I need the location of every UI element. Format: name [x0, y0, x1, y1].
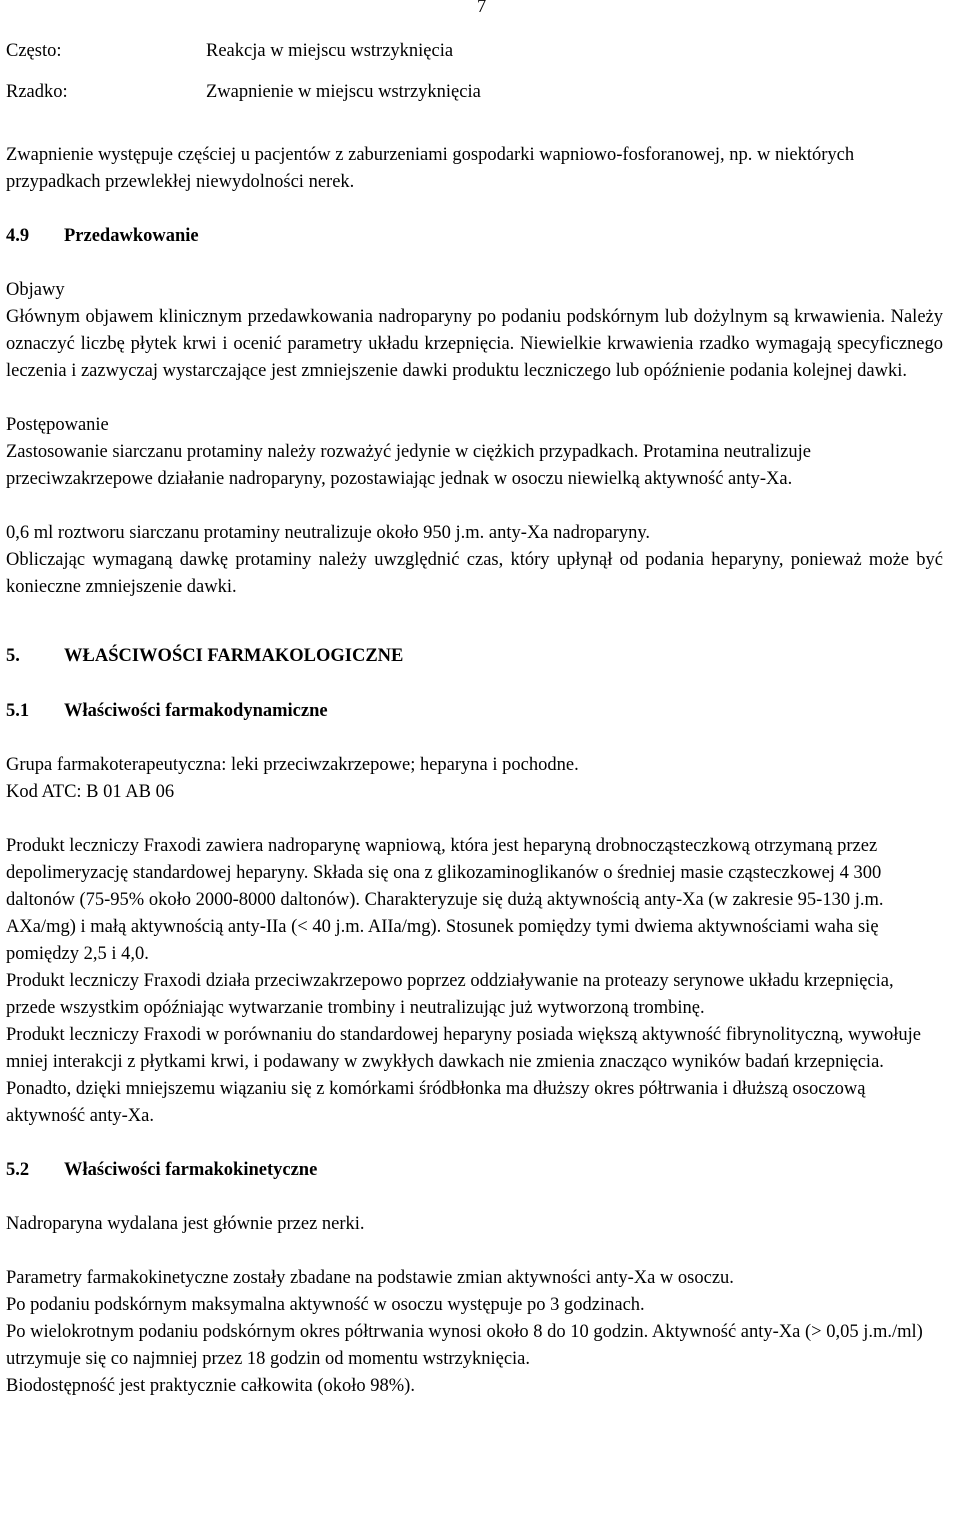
- pharmacotherapeutic-group: Grupa farmakoterapeutyczna: leki przeciwzakrzepowe; heparyna i pochodne.: [6, 755, 579, 775]
- frequency-row-common: [6, 38, 943, 79]
- pharmacodynamics-paragraph-3: Produkt leczniczy Fraxodi w porównaniu do standardowej heparyny posiada większą aktywność fibrynolityczną, wywołuje mniej interakcji z płytkami krwi, i podawany w zwykłych dawkach nie zmienia znacząco wyników badań krzepnięcia. Ponadto, dzięki mniejszemu wiązaniu się z komórkami śródbłonka ma dłuższy okres półtrwania i dłuższą osoczową aktywność anty-Xa.: [6, 1025, 921, 1126]
- frequency-value: Zwapnienie w miejscu wstrzyknięcia: [206, 82, 481, 102]
- frequency-row-rare: [6, 79, 943, 120]
- section-title: Właściwości farmakokinetyczne: [64, 1160, 318, 1180]
- pharmacokinetics-line: Biodostępność jest praktycznie całkowita (około 98%).: [6, 1376, 415, 1396]
- subheading-management: Postępowanie: [6, 415, 109, 435]
- management-paragraph: Zastosowanie siarczanu protaminy należy rozważyć jedynie w ciężkich przypadkach. Protamina neutralizuje przeciwzakrzepowe działanie nadroparyny, pozostawiając jednak w osoczu niewielką aktywność anty-Xa.: [6, 442, 811, 489]
- protamine-dose-paragraph: Obliczając wymaganą dawkę protaminy należy uwzględnić czas, który upłynął od podania heparyny, ponieważ może być konieczne zmniejszenie dawki.: [6, 550, 943, 597]
- pharmacokinetics-line: Po wielokrotnym podaniu podskórnym okres półtrwania wynosi około 8 do 10 godzin. Aktywność anty-Xa (> 0,05 j.m./ml) utrzymuje się co najmniej przez 18 godzin od momentu wstrzyknięcia.: [6, 1322, 923, 1369]
- frequency-label: Rzadko:: [6, 82, 68, 102]
- section-title: Przedawkowanie: [64, 226, 199, 246]
- section-number: 5.: [6, 646, 20, 666]
- section-heading-5-2: [6, 1157, 943, 1184]
- section-number: 4.9: [6, 226, 30, 246]
- page-number: 7: [477, 0, 487, 17]
- section-title: WŁAŚCIWOŚCI FARMAKOLOGICZNE: [64, 646, 404, 666]
- pharmacodynamics-paragraph-2: Produkt leczniczy Fraxodi działa przeciwzakrzepowo poprzez oddziaływanie na proteazy serynowe układu krzepnięcia, przede wszystkim opóźniając wytwarzanie trombiny i neutralizując już wytworzoną trombinę.: [6, 971, 894, 1018]
- section-number: 5.2: [6, 1160, 30, 1180]
- pharmacokinetics-line: Parametry farmakokinetyczne zostały zbadane na podstawie zmian aktywności anty-Xa w osoczu.: [6, 1268, 734, 1288]
- section-heading-4-9: [6, 223, 943, 250]
- pharmacodynamics-paragraph-1: Produkt leczniczy Fraxodi zawiera nadroparynę wapniową, która jest heparyną drobnocząsteczkową otrzymaną przez depolimeryzację standardowej heparyny. Składa się ona z glikozaminoglikanów o średniej masie cząsteczkowej 4 300 daltonów (75-95% około 2000-8000 daltonów). Charakteryzuje się dużą aktywnością anty-Xa (w zakresie 95-130 j.m. AXa/mg) i małą aktywnością anty-IIa (< 40 j.m. AIIa/mg). Stosunek pomiędzy tymi dwiema aktywnościami waha się pomiędzy 2,5 i 4,0.: [6, 836, 884, 964]
- symptoms-paragraph: Głównym objawem klinicznym przedawkowania nadroparyny po podaniu podskórnym lub dożylnym są krwawienia. Należy oznaczyć liczbę płytek krwi i ocenić parametry układu krzepnięcia. Niewielkie krwawienia rzadko wymagają specyficznego leczenia i zazwyczaj wystarczające jest zmniejszenie dawki produktu leczniczego lub opóźnienie podania kolejnej dawki.: [6, 307, 943, 381]
- document-page: [6, 38, 943, 1400]
- pharmacokinetics-line: Po podaniu podskórnym maksymalna aktywność w osoczu występuje po 3 godzinach.: [6, 1295, 645, 1315]
- frequency-value: Reakcja w miejscu wstrzyknięcia: [206, 41, 454, 61]
- section-heading-5-1: [6, 698, 943, 725]
- elimination-line: Nadroparyna wydalana jest głównie przez nerki.: [6, 1214, 365, 1234]
- section-number: 5.1: [6, 701, 30, 721]
- calcification-note: Zwapnienie występuje częściej u pacjentów z zaburzeniami gospodarki wapniowo-fosforanowej, np. w niektórych przypadkach przewlekłej niewydolności nerek.: [6, 145, 855, 192]
- subheading-symptoms: Objawy: [6, 280, 65, 300]
- protamine-line: 0,6 ml roztworu siarczanu protaminy neutralizuje około 950 j.m. anty-Xa nadroparyny.: [6, 523, 651, 543]
- atc-code: Kod ATC: B 01 AB 06: [6, 782, 175, 802]
- section-heading-5: [6, 643, 943, 670]
- section-title: Właściwości farmakodynamiczne: [64, 701, 328, 721]
- frequency-label: Często:: [6, 41, 62, 61]
